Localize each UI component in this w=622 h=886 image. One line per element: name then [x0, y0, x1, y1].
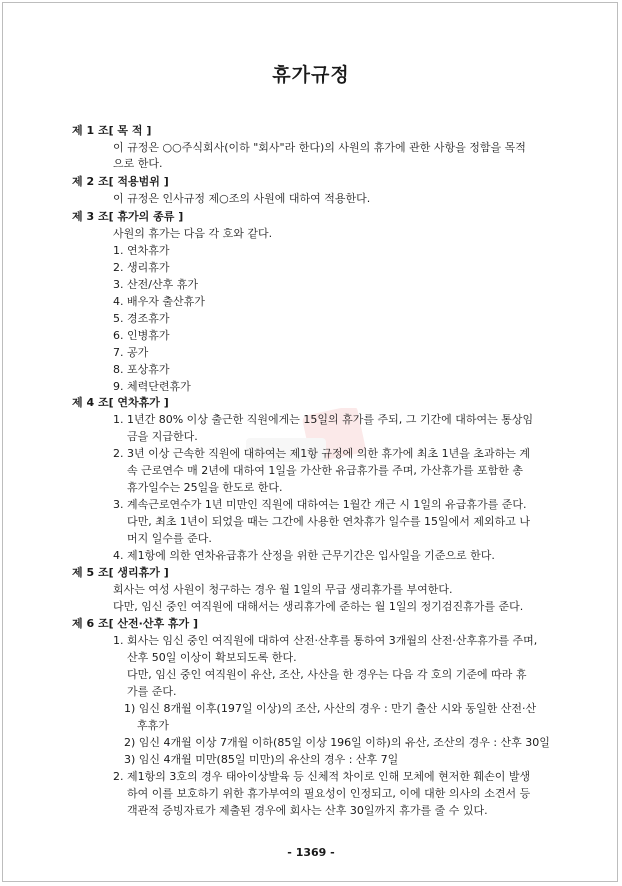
text-line: 회사는 여성 사원이 청구하는 경우 월 1일의 무급 생리휴가를 부여한다. [113, 583, 453, 596]
text-line: 5. 경조휴가 [113, 312, 170, 325]
text-line: 7. 공가 [113, 346, 149, 359]
article-heading: 제 2 조[ 적용범위 ] [72, 175, 169, 188]
article-heading: 제 5 조[ 생리휴가 ] [72, 566, 169, 579]
text-line: 다만, 임신 중인 여직원에 대해서는 생리휴가에 준하는 월 1일의 정기검진휴가를 준다. [113, 600, 524, 613]
text-line: 3. 산전/산후 휴가 [113, 278, 198, 291]
text-line: 1. 1년간 80% 이상 출근한 직원에게는 15일의 휴가를 주되, 그 기간에 대하여는 통상임 [113, 413, 534, 426]
text-line: 4. 배우자 출산휴가 [113, 295, 205, 308]
text-line: 가를 준다. [127, 685, 177, 698]
text-line: 속 근로연수 매 2년에 대하여 1일을 가산한 유급휴가를 주며, 가산휴가를 포함한 총 [127, 464, 523, 477]
text-line: 1. 연차휴가 [113, 244, 170, 257]
text-line: 8. 포상휴가 [113, 363, 170, 376]
text-line: 1) 임신 8개월 이후(197일 이상)의 조산, 사산의 경우 : 만기 출산 시와 동일한 산전·산 [124, 702, 537, 715]
text-line: 2. 제1항의 3호의 경우 태아이상발육 등 신체적 차이로 인해 모체에 현저한 훼손이 발생 [113, 770, 531, 783]
text-line: 이 규정은 인사규정 제○조의 사원에 대하여 적용한다. [113, 192, 371, 205]
text-line: 6. 인병휴가 [113, 329, 170, 342]
text-line: 후휴가 [137, 719, 169, 732]
text-line: 다만, 임신 중인 여직원이 유산, 조산, 사산을 한 경우는 다음 각 호의 기준에 따라 휴 [127, 668, 527, 681]
text-line: 머지 일수를 준다. [127, 532, 212, 545]
text-line: 휴가일수는 25일을 한도로 한다. [127, 481, 283, 494]
article-heading: 제 1 조[ 목 적 ] [72, 124, 152, 137]
text-line: 다만, 최초 1년이 되었을 때는 그간에 사용한 연차휴가 일수를 15일에서 제외하고 나 [127, 515, 530, 528]
text-line: 이 규정은 ○○주식회사(이하 "회사"라 한다)의 사원의 휴가에 관한 사항을 정함을 목적 [113, 141, 526, 154]
article-heading: 제 4 조[ 연차휴가 ] [72, 396, 169, 409]
text-line: 3) 임신 4개월 미만(85일 미만)의 유산의 경우 : 산후 7일 [124, 753, 399, 766]
text-line: 금을 지급한다. [127, 430, 198, 443]
text-line: 사원의 휴가는 다음 각 호와 같다. [113, 227, 273, 240]
text-line: 2. 생리휴가 [113, 261, 170, 274]
text-line: 산후 50일 이상이 확보되도록 한다. [127, 651, 297, 664]
document-title: 휴가규정 [272, 64, 350, 86]
text-line: 2. 3년 이상 근속한 직원에 대하여는 제1항 규정에 의한 휴가에 최초 1년을 초과하는 계 [113, 447, 530, 460]
text-line: 4. 제1항에 의한 연차유급휴가 산정을 위한 근무기간은 입사일을 기준으로 한다. [113, 549, 495, 562]
text-line: 3. 계속근로연수가 1년 미만인 직원에 대하여는 1월간 개근 시 1일의 유급휴가를 준다. [113, 498, 527, 511]
text-line: 1. 회사는 임신 중인 여직원에 대하여 산전·산후를 통하여 3개월의 산전·산후휴가를 주며, [113, 634, 538, 647]
text-line: 2) 임신 4개월 이상 7개월 이하(85일 이상 196일 이하)의 유산, 조산의 경우 : 산후 30일 [124, 736, 550, 749]
text-line: 으로 한다. [113, 157, 163, 170]
text-line: 하여 이를 보호하기 위한 휴가부여의 필요성이 인정되고, 이에 대한 의사의 소견서 등 [127, 787, 531, 800]
article-heading: 제 6 조[ 산전·산후 휴가 ] [72, 617, 199, 630]
text-line: 9. 체력단련휴가 [113, 380, 191, 393]
text-line: 객관적 증빙자료가 제출된 경우에 회사는 산후 30일까지 휴가를 줄 수 있다. [127, 804, 488, 817]
article-heading: 제 3 조[ 휴가의 종류 ] [72, 210, 184, 223]
page-number: - 1369 - [287, 846, 335, 859]
